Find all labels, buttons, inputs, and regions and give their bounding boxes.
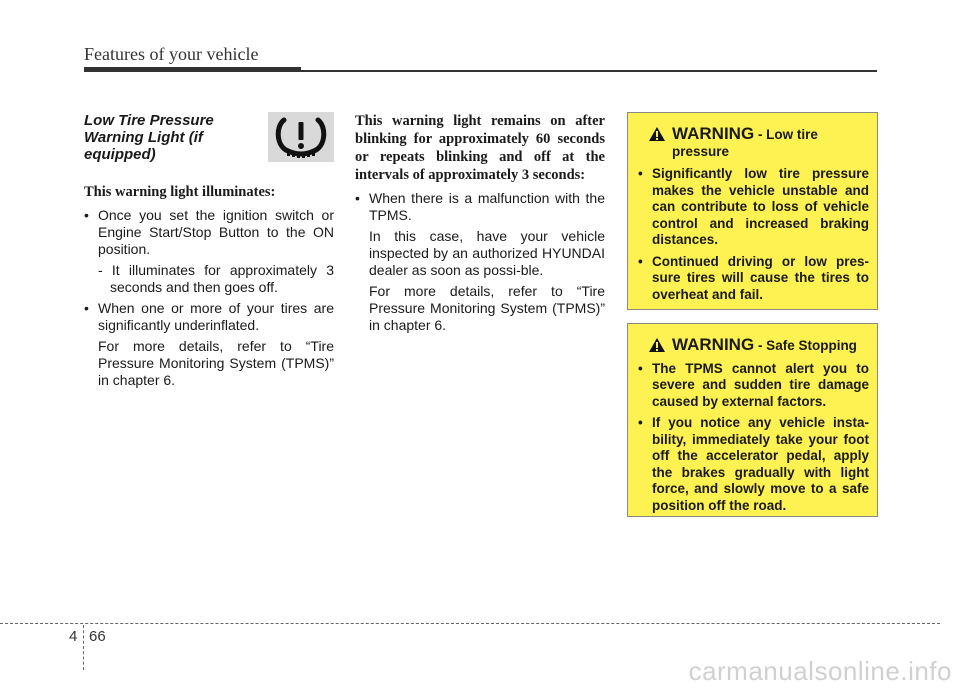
middle-reference: For more details, refer to “Tire Pressure Monitoring System (TPMS)” in chapter 6.: [369, 283, 605, 333]
middle-column: [355, 112, 605, 338]
warning-subtitle: - Safe Stopping: [757, 338, 857, 353]
watermark: carmanualsonline.info: [688, 656, 952, 686]
warning-header: [628, 324, 877, 361]
warning-item: • If you notice any vehicle insta-bility, immediately take your foot off the accelerator pedal, apply the brakes gradually with light force, and slowly move to a safe position off the road.: [638, 415, 869, 514]
header-rule-thin: [301, 70, 877, 72]
left-sub-item: - It illuminates for approximately 3 seconds and then goes off.: [98, 262, 334, 295]
warning-box-low-tire: [627, 112, 878, 310]
footer-rule: [0, 623, 940, 624]
warning-triangle-icon: [648, 337, 666, 353]
footer-divider: [83, 625, 84, 670]
middle-bullet-1: • When there is a malfunction with the TPMS.: [355, 190, 605, 224]
warning-subtitle: - Low tire pressure: [672, 127, 818, 159]
warning-word: WARNING: [672, 335, 755, 354]
section-title: Low Tire Pressure Warning Light (if equipped): [84, 112, 214, 163]
warning-item: • Continued driving or low pres-sure tires will cause the tires to overheat and fail.: [638, 254, 869, 304]
page-header-title: Features of your vehicle: [84, 44, 259, 64]
left-bullet-1: • Once you set the ignition switch or Engine Start/Stop Button to the ON position.: [84, 207, 334, 258]
warning-item: • Significantly low tire pressure makes the vehicle unstable and can contribute to loss of vehicle control and increased braking distances.: [638, 166, 869, 249]
left-reference: For more details, refer to “Tire Pressure Monitoring System (TPMS)” in chapter 6.: [98, 338, 334, 388]
left-bullet-2: • When one or more of your tires are significantly underinflated.: [84, 300, 334, 334]
warning-triangle-icon: [648, 126, 666, 142]
warning-header: [628, 113, 877, 166]
middle-intro: This warning light remains on after blinking for approximately 60 seconds or repeats blinking and off at the intervals of approximately 3 seconds:: [355, 113, 605, 183]
header-rule-thick: [84, 67, 301, 72]
warning-box-safe-stopping: [627, 323, 878, 517]
page-number: 66: [89, 628, 106, 645]
chapter-number: 4: [69, 628, 78, 645]
left-column: [84, 112, 334, 393]
warning-item: • The TPMS cannot alert you to severe and sudden tire damage caused by external factors.: [638, 361, 869, 411]
middle-paragraph: In this case, have your vehicle inspected by an authorized HYUNDAI dealer as soon as possi-ble.: [369, 228, 605, 278]
left-intro: This warning light illuminates:: [84, 184, 276, 200]
warning-word: WARNING: [672, 124, 755, 143]
